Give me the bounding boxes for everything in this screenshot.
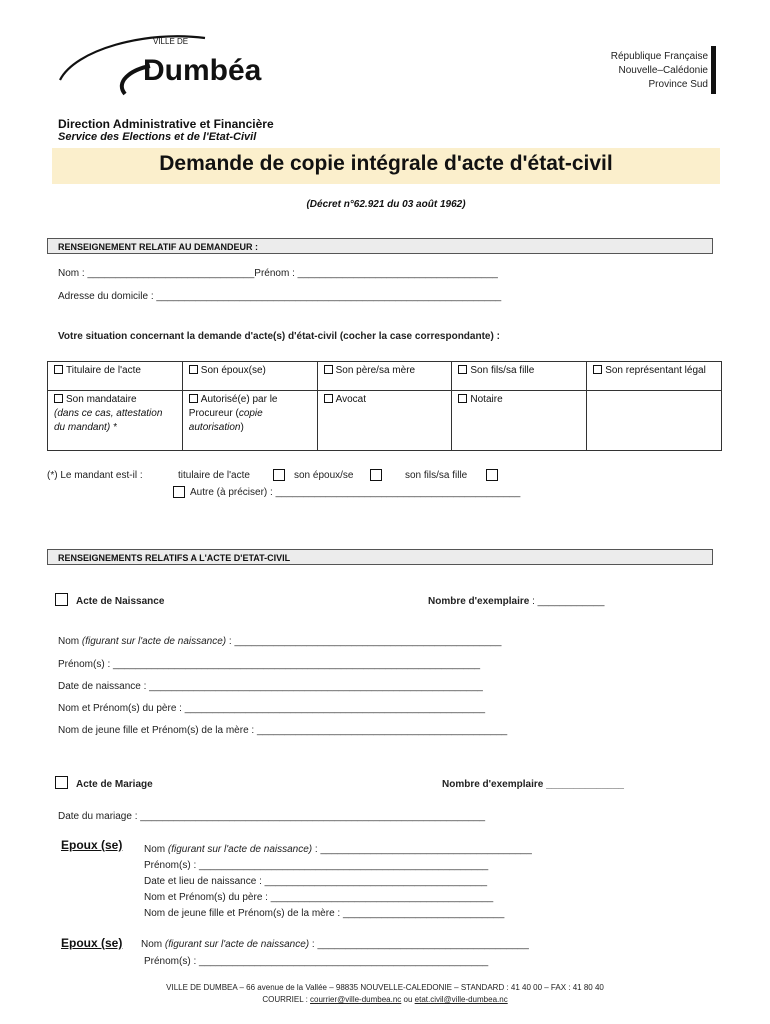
mandant-fils-checkbox[interactable]	[486, 469, 498, 481]
epoux1-date-lieu-field[interactable]: Date et lieu de naissance : ________________________________________	[144, 876, 488, 887]
mariage-date-field[interactable]: Date du mariage : ______________________________________________________________	[58, 811, 486, 822]
email-etat-civil-link[interactable]: etat.civil@ville-dumbea.nc	[414, 995, 508, 1004]
mariage-checkbox[interactable]	[55, 776, 68, 789]
naissance-mere-field[interactable]: Nom de jeune fille et Prénom(s) de la mère : _____________________________________________	[58, 725, 508, 736]
option-epoux[interactable]: Son époux(se)	[182, 362, 317, 391]
republic-line: République Française	[610, 51, 708, 62]
epoux1-prenoms-field[interactable]: Prénom(s) : ____________________________________________________	[144, 860, 489, 871]
page-title: Demande de copie intégrale d'acte d'état-civil	[159, 152, 613, 175]
epoux2-nom-field[interactable]: Nom (figurant sur l'acte de naissance) : ______________________________________	[141, 939, 529, 950]
naissance-pere-field[interactable]: Nom et Prénom(s) du père : ______________________________________________________	[58, 703, 486, 714]
republic-bar	[711, 46, 716, 94]
naissance-date-field[interactable]: Date de naissance : ____________________________________________________________	[58, 681, 483, 692]
mandant-fils-label: son fils/sa fille	[405, 470, 468, 481]
nom-prenom-field[interactable]: Nom : ______________________________Prénom : ____________________________________	[58, 268, 498, 279]
option-notaire[interactable]: Notaire	[452, 391, 587, 451]
republic-block	[611, 50, 708, 92]
direction-title: Direction Administrative et Financière	[58, 117, 274, 131]
epoux1-label: Epoux (se)	[61, 838, 123, 852]
dumbea-logo	[55, 30, 305, 98]
naissance-label: Acte de Naissance	[76, 596, 165, 607]
mariage-nombre[interactable]: Nombre d'exemplaire ______________	[442, 779, 624, 790]
footer-address: VILLE DE DUMBEA – 66 avenue de la Vallée – 98835 NOUVELLE-CALEDONIE – STANDARD : 41 40 00 – FAX : 41 80 40	[166, 983, 604, 992]
mandant-titulaire-checkbox[interactable]	[273, 469, 285, 481]
mandant-label: (*) Le mandant est-il :	[47, 470, 143, 481]
checkbox-icon[interactable]	[458, 394, 467, 403]
checkbox-icon[interactable]	[593, 365, 602, 374]
email-courrier-link[interactable]: courrier@ville-dumbea.nc	[310, 995, 402, 1004]
situation-table	[47, 361, 722, 451]
logo-main-text: Dumbéa	[143, 54, 262, 87]
section-demandeur-heading: RENSEIGNEMENT RELATIF AU DEMANDEUR :	[47, 238, 713, 254]
footer-contact: COURRIEL : courrier@ville-dumbea.nc ou etat.civil@ville-dumbea.nc	[262, 995, 508, 1004]
mandant-epoux-checkbox[interactable]	[370, 469, 382, 481]
mandant-autre-field[interactable]: Autre (à préciser) : ____________________________________________	[190, 487, 521, 498]
epoux1-pere-field[interactable]: Nom et Prénom(s) du père : ________________________________________	[144, 892, 494, 903]
adresse-field[interactable]: Adresse du domicile : ______________________________________________________________	[58, 291, 502, 302]
checkbox-icon[interactable]	[458, 365, 467, 374]
checkbox-icon[interactable]	[189, 394, 198, 403]
epoux1-mere-field[interactable]: Nom de jeune fille et Prénom(s) de la mère : _____________________________	[144, 908, 505, 919]
naissance-checkbox[interactable]	[55, 593, 68, 606]
province-line: Province Sud	[648, 79, 708, 90]
situation-label: Votre situation concernant la demande d'acte(s) d'état-civil (cocher la case correspondante) :	[58, 331, 500, 342]
naissance-nom-field[interactable]: Nom (figurant sur l'acte de naissance) : ________________________________________________	[58, 636, 502, 647]
empty-cell	[587, 391, 722, 451]
decret-reference: (Décret n°62.921 du 03 août 1962)	[306, 199, 466, 210]
option-avocat[interactable]: Avocat	[317, 391, 452, 451]
option-representant[interactable]: Son représentant légal	[587, 362, 722, 391]
checkbox-icon[interactable]	[54, 365, 63, 374]
epoux2-label: Epoux (se)	[61, 936, 123, 950]
mandant-epoux-label: son époux/se	[294, 470, 354, 481]
mariage-label: Acte de Mariage	[76, 779, 153, 790]
naissance-prenoms-field[interactable]: Prénom(s) : __________________________________________________________________	[58, 659, 481, 670]
mandant-autre-checkbox[interactable]	[173, 486, 185, 498]
logo-top-text: VILLE DE	[153, 37, 189, 46]
mandant-titulaire-label: titulaire de l'acte	[178, 470, 250, 481]
checkbox-icon[interactable]	[324, 394, 333, 403]
naissance-nombre[interactable]: Nombre d'exemplaire : ____________	[428, 596, 605, 607]
epoux1-nom-field[interactable]: Nom (figurant sur l'acte de naissance) : ______________________________________	[144, 844, 532, 855]
section-acte-heading: RENSEIGNEMENTS RELATIFS A L'ACTE D'ETAT-CIVIL	[47, 549, 713, 565]
option-fils-fille[interactable]: Son fils/sa fille	[452, 362, 587, 391]
checkbox-icon[interactable]	[189, 365, 198, 374]
checkbox-icon[interactable]	[324, 365, 333, 374]
epoux2-prenoms-field[interactable]: Prénom(s) : ____________________________________________________	[144, 956, 489, 967]
region-line: Nouvelle–Calédonie	[618, 65, 708, 76]
option-pere-mere[interactable]: Son père/sa mère	[317, 362, 452, 391]
option-titulaire[interactable]: Titulaire de l'acte	[48, 362, 183, 391]
option-procureur[interactable]: Autorisé(e) par le Procureur (copie autorisation)	[182, 391, 317, 451]
service-title: Service des Elections et de l'Etat-Civil	[58, 131, 257, 143]
option-mandataire[interactable]: Son mandataire (dans ce cas, attestation du mandant) *	[48, 391, 183, 451]
checkbox-icon[interactable]	[54, 394, 63, 403]
page-footer	[0, 982, 770, 1006]
